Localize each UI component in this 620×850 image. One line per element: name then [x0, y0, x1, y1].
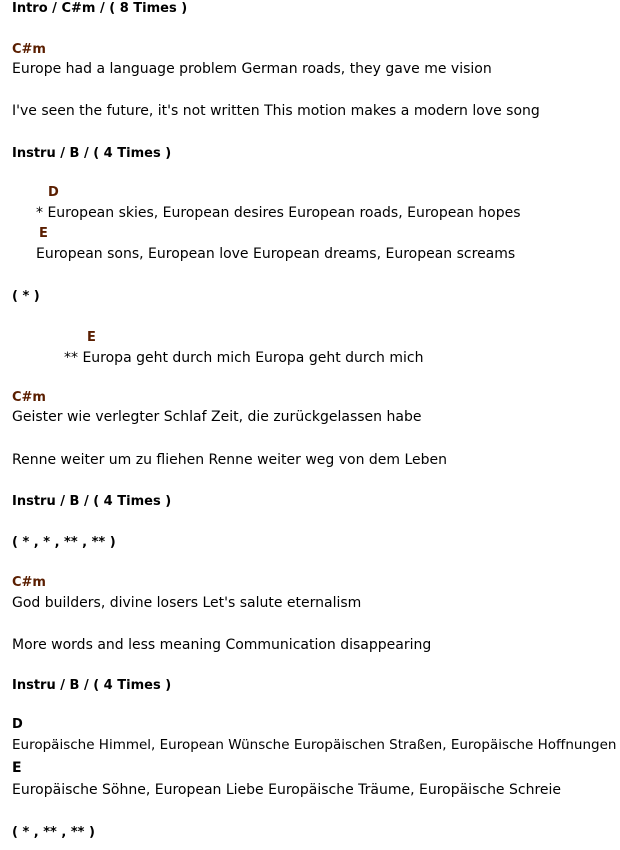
instru-heading: Instru / B / ( 4 Times )	[12, 494, 172, 509]
chord-label: C#m	[12, 42, 46, 57]
lyric-line: More words and less meaning Communication disappearing	[12, 637, 432, 653]
repeat-marker: ( * , ** , ** )	[12, 825, 95, 840]
lyric-line: * European skies, European desires European roads, European hopes	[36, 205, 521, 221]
lyric-line: ** Europa geht durch mich Europa geht durch mich	[64, 350, 424, 366]
chord-label: E	[12, 760, 22, 776]
lyric-line: Geister wie verlegter Schlaf Zeit, die zurückgelassen habe	[12, 409, 422, 425]
chord-label: D	[12, 717, 23, 732]
lyric-line: Europe had a language problem German roads, they gave me vision	[12, 61, 492, 77]
intro-heading: Intro / C#m / ( 8 Times )	[12, 1, 188, 16]
lyric-line: God builders, divine losers Let's salute eternalism	[12, 595, 362, 611]
lyric-line: European sons, European love European dreams, European screams	[36, 246, 516, 262]
chord-label: E	[39, 226, 48, 241]
instru-heading: Instru / B / ( 4 Times )	[12, 678, 172, 693]
repeat-marker: ( * , * , ** , ** )	[12, 535, 116, 550]
lyric-line: Europäische Söhne, European Liebe Europäische Träume, Europäische Schreie	[12, 782, 562, 798]
chord-label: C#m	[12, 390, 46, 405]
lyric-line: Europäische Himmel, European Wünsche Europäischen Straßen, Europäische Hoffnungen	[12, 737, 617, 753]
repeat-marker: ( * )	[12, 289, 40, 304]
instru-heading: Instru / B / ( 4 Times )	[12, 146, 172, 161]
lyric-line: I've seen the future, it's not written This motion makes a modern love song	[12, 103, 540, 119]
chord-label: D	[48, 185, 59, 200]
lyric-line: Renne weiter um zu fliehen Renne weiter weg von dem Leben	[12, 452, 448, 468]
chord-label: E	[87, 330, 96, 345]
chord-label: C#m	[12, 575, 46, 590]
